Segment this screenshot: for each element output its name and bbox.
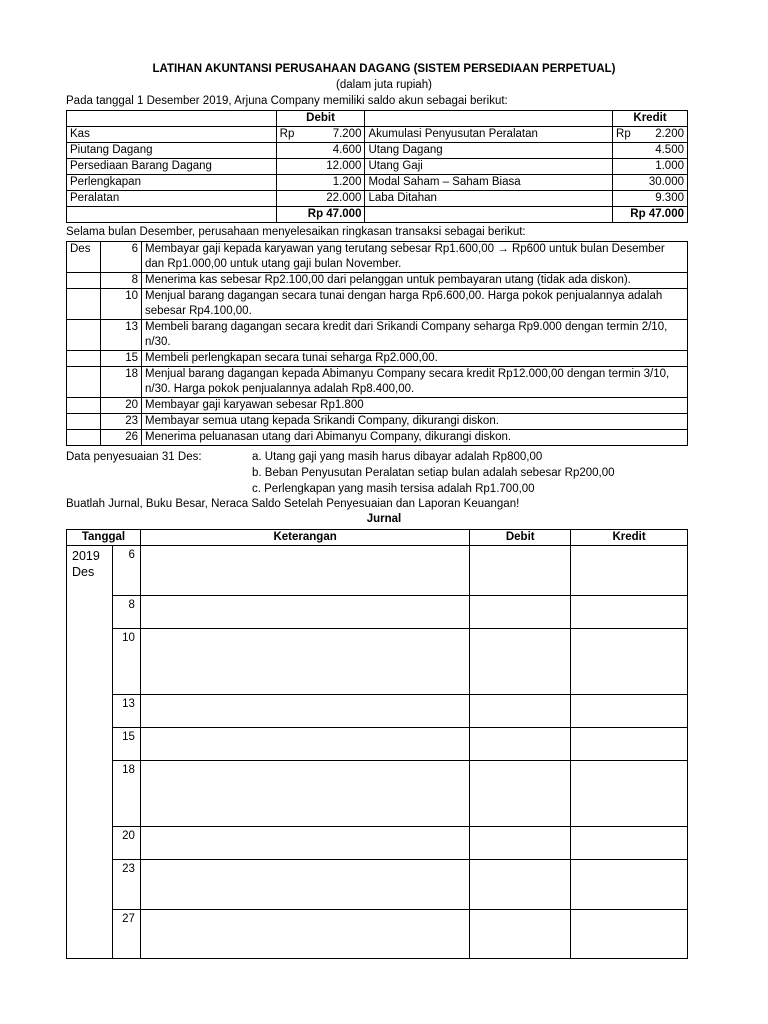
- journal-credit-input[interactable]: [571, 728, 688, 761]
- adjustment-item: a. Utang gaji yang masih harus dibayar adalah Rp800,00: [252, 451, 543, 463]
- debit-account: Piutang Dagang: [67, 143, 277, 159]
- day-cell: 18: [101, 367, 142, 398]
- journal-description-input[interactable]: [140, 546, 469, 596]
- journal-month: Des: [72, 565, 95, 579]
- debit-header: Debit: [470, 530, 571, 546]
- journal-row: [67, 596, 688, 629]
- transaction-text: Menerima kas sebesar Rp2.100,00 dari pelanggan untuk pembayaran utang (tidak ada diskon).: [142, 273, 688, 289]
- credit-amount: 30.000: [648, 176, 684, 188]
- debit-account: Kas: [67, 127, 277, 143]
- page-subtitle: (dalam juta rupiah): [336, 79, 432, 91]
- transaction-text: Membayar gaji kepada karyawan yang terutang sebesar Rp1.600,00 → Rp600 untuk bulan Desember dan Rp1.000,00 untuk utang gaji bulan November.: [142, 242, 688, 273]
- journal-table: [66, 529, 688, 959]
- journal-title: Jurnal: [366, 513, 402, 525]
- transactions-intro: Selama bulan Desember, perusahaan menyelesaikan ringkasan transaksi sebagai berikut:: [66, 226, 526, 238]
- balance-row: [67, 159, 688, 175]
- debit-account: Persediaan Barang Dagang: [67, 159, 277, 175]
- journal-credit-input[interactable]: [571, 695, 688, 728]
- credit-account: Utang Gaji: [365, 159, 613, 175]
- balance-row: [67, 127, 688, 143]
- transaction-row: [67, 351, 688, 367]
- journal-debit-input[interactable]: [470, 728, 571, 761]
- transaction-row: [67, 367, 688, 398]
- credit-amount: 9.300: [655, 192, 684, 204]
- journal-day: 18: [112, 761, 140, 827]
- debit-header: Debit: [276, 111, 365, 127]
- adjustment-item: b. Beban Penyusutan Peralatan setiap bulan adalah sebesar Rp200,00: [252, 467, 615, 479]
- journal-day: 8: [112, 596, 140, 629]
- day-cell: 23: [101, 414, 142, 430]
- total-debit: Rp 47.000: [276, 207, 365, 223]
- journal-row: [67, 695, 688, 728]
- debit-amount: 12.000: [326, 160, 362, 172]
- transaction-text: Membayar gaji karyawan sebesar Rp1.800: [142, 398, 688, 414]
- journal-row: [67, 728, 688, 761]
- journal-credit-input[interactable]: [571, 860, 688, 910]
- journal-day: 13: [112, 695, 140, 728]
- journal-description-input[interactable]: [140, 695, 469, 728]
- credit-header: Kredit: [613, 111, 688, 127]
- date-header: Tanggal: [67, 530, 141, 546]
- journal-debit-input[interactable]: [470, 910, 571, 959]
- empty-cell: [365, 207, 613, 223]
- journal-debit-input[interactable]: [470, 629, 571, 695]
- credit-header: Kredit: [571, 530, 688, 546]
- journal-description-input[interactable]: [140, 910, 469, 959]
- journal-credit-input[interactable]: [571, 910, 688, 959]
- transaction-text: Menjual barang dagangan kepada Abimanyu Company secara kredit Rp12.000,00 dengan termin 3/10, n/30. Harga pokok penjualannya adalah Rp8.400,00.: [142, 367, 688, 398]
- transaction-text: Membeli perlengkapan secara tunai seharga Rp2.000,00.: [142, 351, 688, 367]
- journal-row: [67, 629, 688, 695]
- transaction-row: [67, 289, 688, 320]
- journal-day: 6: [112, 546, 140, 596]
- month-cell: Des: [67, 242, 101, 273]
- journal-description-input[interactable]: [140, 728, 469, 761]
- empty-header-cell: [365, 111, 613, 127]
- journal-credit-input[interactable]: [571, 596, 688, 629]
- journal-day: 15: [112, 728, 140, 761]
- transaction-text: Membeli barang dagangan secara kredit dari Srikandi Company seharga Rp9.000 dengan termin 2/10, n/30.: [142, 320, 688, 351]
- journal-credit-input[interactable]: [571, 827, 688, 860]
- journal-row: [67, 761, 688, 827]
- intro-text: Pada tanggal 1 Desember 2019, Arjuna Company memiliki saldo akun sebagai berikut:: [66, 95, 508, 107]
- journal-description-input[interactable]: [140, 596, 469, 629]
- journal-year-month: [67, 546, 113, 959]
- journal-debit-input[interactable]: [470, 860, 571, 910]
- journal-row: [67, 546, 688, 596]
- balance-row: [67, 143, 688, 159]
- credit-amount: 1.000: [655, 160, 684, 172]
- adjustments-label: Data penyesuaian 31 Des:: [66, 451, 202, 463]
- debit-amount: 1.200: [332, 176, 362, 188]
- transaction-row: [67, 398, 688, 414]
- day-cell: 8: [101, 273, 142, 289]
- credit-account: Utang Dagang: [365, 143, 613, 159]
- journal-year: 2019: [72, 549, 100, 563]
- page-title: LATIHAN AKUNTANSI PERUSAHAAN DAGANG (SISTEM PERSEDIAAN PERPETUAL): [152, 63, 616, 75]
- transaction-row: [67, 430, 688, 446]
- balance-total-row: [67, 207, 688, 223]
- day-cell: 13: [101, 320, 142, 351]
- transactions-table: [66, 241, 688, 446]
- transaction-text: Membayar semua utang kepada Srikandi Company, dikurangi diskon.: [142, 414, 688, 430]
- journal-description-input[interactable]: [140, 761, 469, 827]
- day-cell: 6: [101, 242, 142, 273]
- instruction-text: Buatlah Jurnal, Buku Besar, Neraca Saldo Setelah Penyesuaian dan Laporan Keuangan!: [66, 498, 520, 510]
- journal-debit-input[interactable]: [470, 761, 571, 827]
- currency-label: Rp: [279, 128, 295, 140]
- empty-cell: [67, 207, 277, 223]
- total-credit: Rp 47.000: [613, 207, 688, 223]
- journal-row: [67, 827, 688, 860]
- debit-amount: 7.200: [332, 128, 362, 140]
- debit-amount: 22.000: [326, 192, 362, 204]
- adjustment-item: c. Perlengkapan yang masih tersisa adalah Rp1.700,00: [252, 483, 535, 495]
- debit-amount: 4.600: [332, 144, 362, 156]
- transaction-row: [67, 414, 688, 430]
- balance-row: [67, 191, 688, 207]
- journal-credit-input[interactable]: [571, 546, 688, 596]
- day-cell: 26: [101, 430, 142, 446]
- debit-account: Perlengkapan: [67, 175, 277, 191]
- journal-debit-input[interactable]: [470, 827, 571, 860]
- journal-row: [67, 910, 688, 959]
- opening-balance-table: [66, 110, 688, 223]
- transaction-row: [67, 273, 688, 289]
- currency-label: Rp: [616, 128, 631, 140]
- journal-description-input[interactable]: [140, 629, 469, 695]
- journal-credit-input[interactable]: [571, 761, 688, 827]
- journal-debit-input[interactable]: [470, 695, 571, 728]
- day-cell: 10: [101, 289, 142, 320]
- journal-debit-input[interactable]: [470, 546, 571, 596]
- journal-description-input[interactable]: [140, 860, 469, 910]
- credit-amount: 2.200: [655, 128, 684, 140]
- credit-account: Akumulasi Penyusutan Peralatan: [365, 127, 613, 143]
- journal-credit-input[interactable]: [571, 629, 688, 695]
- journal-description-input[interactable]: [140, 827, 469, 860]
- journal-day: 27: [112, 910, 140, 959]
- transaction-text: Menjual barang dagangan secara tunai dengan harga Rp6.600,00. Harga pokok penjualannya adalah sebesar Rp4.100,00.: [142, 289, 688, 320]
- transaction-text: Menerima peluanasan utang dari Abimanyu Company, dikurangi diskon.: [142, 430, 688, 446]
- day-cell: 15: [101, 351, 142, 367]
- balance-row: [67, 175, 688, 191]
- transaction-row: [67, 242, 688, 273]
- journal-day: 10: [112, 629, 140, 695]
- credit-account: Laba Ditahan: [365, 191, 613, 207]
- empty-header-cell: [67, 111, 277, 127]
- description-header: Keterangan: [140, 530, 469, 546]
- journal-debit-input[interactable]: [470, 596, 571, 629]
- transaction-row: [67, 320, 688, 351]
- credit-account: Modal Saham – Saham Biasa: [365, 175, 613, 191]
- debit-account: Peralatan: [67, 191, 277, 207]
- journal-day: 20: [112, 827, 140, 860]
- day-cell: 20: [101, 398, 142, 414]
- journal-day: 23: [112, 860, 140, 910]
- journal-row: [67, 860, 688, 910]
- credit-amount: 4.500: [655, 144, 684, 156]
